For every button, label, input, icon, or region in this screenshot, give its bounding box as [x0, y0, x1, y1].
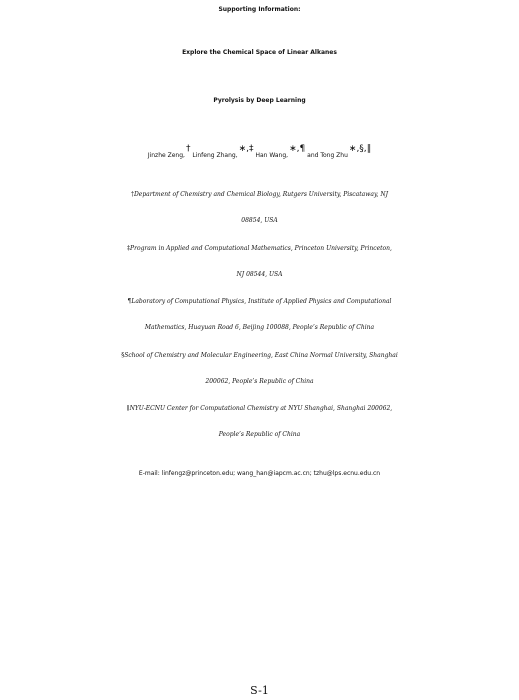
affiliation-symbol: ‡: [127, 245, 131, 252]
author-name: and Tong Zhu: [307, 152, 348, 159]
affiliation-text: Program in Applied and Computational Mathematics, Princeton University, Princeton,: [130, 245, 392, 252]
affiliation-3-line-2: Mathematics, Huayuan Road 6, Beijing 100088, People’s Republic of China: [144, 324, 375, 331]
author-affiliation-marks: ∗,‡: [238, 144, 254, 154]
affiliation-4-line-2: 200062, People’s Republic of China: [205, 378, 314, 385]
author-affiliation-marks: ∗,§,∥: [348, 144, 372, 154]
affiliation-1-line-2: 08854, USA: [241, 217, 278, 224]
affiliation-symbol: ¶: [127, 298, 132, 305]
affiliation-1-line-1: [0, 186, 519, 204]
author-affiliation-marks: ∗,¶: [289, 144, 306, 154]
affiliation-5-line-1: [0, 400, 519, 418]
title-line-3: Pyrolysis by Deep Learning: [213, 97, 306, 104]
affiliation-4-line-1: [0, 347, 519, 365]
author-name: Han Wang,: [255, 152, 289, 159]
affiliation-text: School of Chemistry and Molecular Engineering, East China Normal University, Shanghai: [124, 352, 398, 359]
affiliation-text: Department of Chemistry and Chemical Biology, Rutgers University, Piscataway, NJ: [133, 191, 389, 198]
affiliation-5-line-2: People’s Republic of China: [218, 431, 301, 438]
affiliation-symbol: ∥: [126, 405, 130, 412]
title-line-1: Supporting Information:: [218, 6, 301, 13]
affiliation-2-line-1: [0, 240, 519, 258]
affiliation-2-line-2: NJ 08544, USA: [236, 271, 283, 278]
affiliation-symbol: †: [130, 191, 134, 198]
title-line-2: Explore the Chemical Space of Linear Alkanes: [182, 49, 337, 56]
affiliation-text: NYU-ECNU Center for Computational Chemistry at NYU Shanghai, Shanghai 200062,: [129, 405, 393, 412]
author-list: [0, 146, 519, 166]
author-name: Jinzhe Zeng,: [147, 152, 185, 159]
author-name: Linfeng Zhang,: [192, 152, 238, 159]
contact-email: E-mail: linfengz@princeton.edu; wang_han@iapcm.ac.cn; tzhu@lps.ecnu.edu.cn: [138, 470, 381, 477]
page-number: S-1: [250, 684, 269, 697]
affiliation-symbol: §: [121, 352, 125, 359]
author-affiliation-marks: †: [185, 144, 191, 154]
affiliation-text: Laboratory of Computational Physics, Institute of Applied Physics and Computational: [131, 298, 392, 305]
affiliation-3-line-1: [0, 293, 519, 311]
